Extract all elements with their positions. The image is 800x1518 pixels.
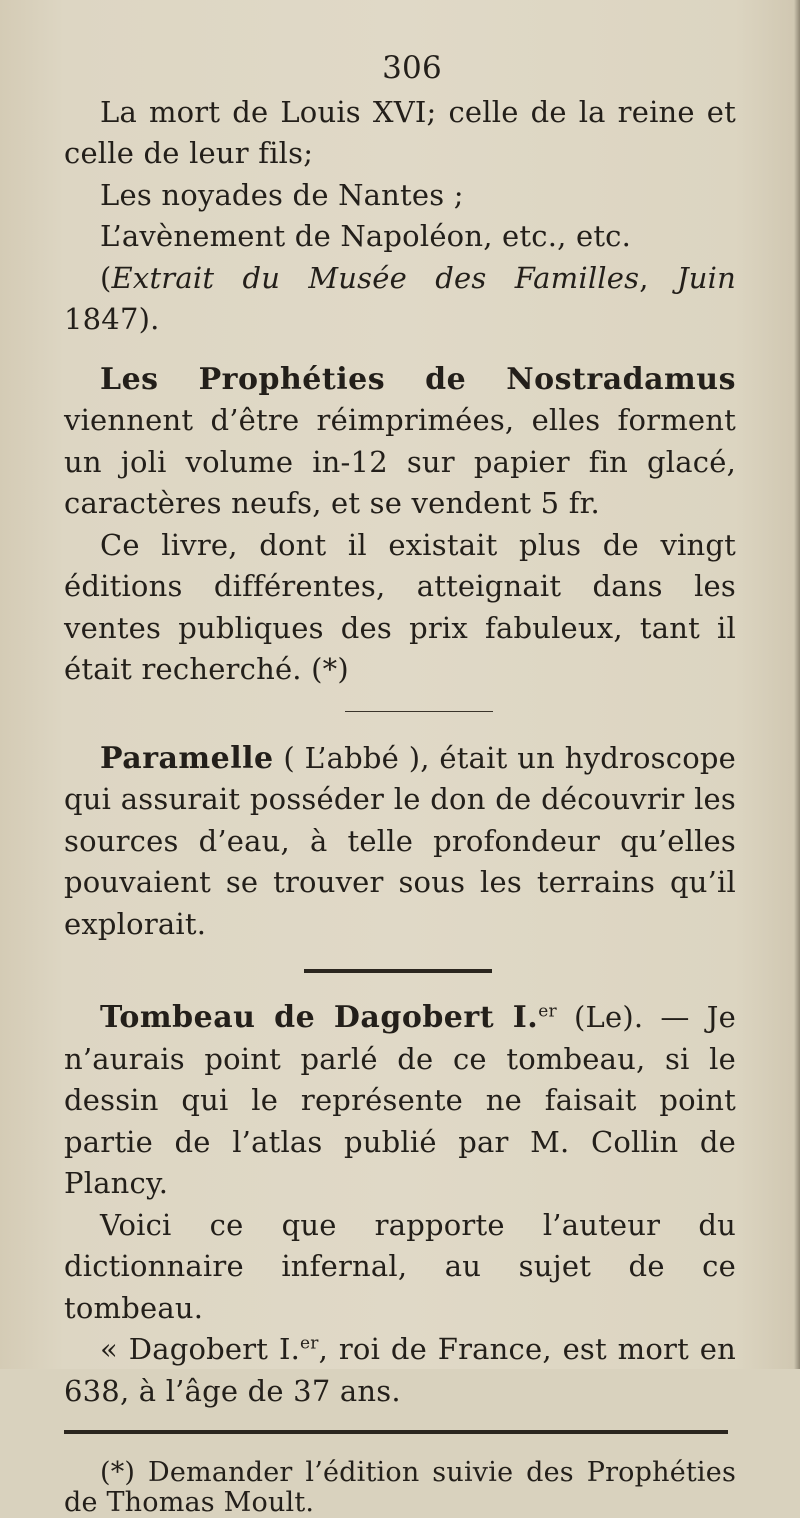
entry-nostradamus [64, 359, 736, 525]
paragraph-book-editions: Ce livre, dont il existait plus de vingt éditions différentes, atteignait dans les ventes publiques des prix fabuleux, tant il était recherché. (*) [64, 527, 736, 686]
entry-heading-dagobert: Tombeau de Dagobert I. [100, 1000, 539, 1035]
heading-superscript: er [538, 1001, 557, 1022]
list-line-death: La mort de Louis XVI; celle de la reine et celle de leur fils; [64, 94, 736, 170]
entry-text-nostradamus: viennent d’être réimprimées, elles forment un joli volume in-12 sur papier fin glacé, caractères neufs, et se vendent 5 fr. [64, 403, 736, 520]
spacer [64, 341, 736, 359]
footnote: (*) Demander l’édition suivie des Prophéties de Thomas Moult. [64, 1457, 736, 1518]
page-content [64, 48, 736, 1518]
separator-rule-thick [304, 969, 492, 973]
entry-heading-nostradamus: Les Prophéties de Nostradamus [100, 361, 736, 397]
entry-text-dagobert: (Le). — Je n’aurais point parlé de ce tombeau, si le dessin qui le représente ne faisait point partie de l’atlas publié par M. Collin de Plancy. [64, 1000, 736, 1200]
citation-year: 1847). [64, 302, 160, 336]
citation-title: Extrait du Musée des Familles [111, 260, 640, 295]
separator-rule [345, 711, 493, 712]
entry-text-paramelle: ( L’abbé ), était un hydroscope qui assurait posséder le don de découvrir les sources d’eau, à telle profondeur qu’elles pouvaient se trouver sous les terrains qu’il explorait. [64, 740, 736, 941]
citation-open: ( [100, 260, 112, 295]
citation-month: Juin [676, 260, 736, 295]
footnote-rule [64, 1430, 728, 1434]
paragraph-dictionary: Voici ce que rapporte l’auteur du dictionnaire infernal, au sujet de ce tombeau. [64, 1207, 736, 1325]
source-citation [64, 258, 736, 341]
entry-dagobert [64, 997, 736, 1205]
list-line-napoleon: L’avènement de Napoléon, etc., etc. [100, 219, 632, 253]
paragraph-quote [64, 1329, 736, 1412]
quote-start: « Dagobert I. [100, 1332, 301, 1366]
page-number: 306 [382, 50, 442, 86]
entry-paramelle [64, 738, 736, 946]
citation-sep: , [639, 260, 677, 295]
page-edge [794, 0, 800, 1369]
quote-superscript: er [300, 1333, 319, 1354]
quote-rest: , roi de France, est mort en 638, à l’âge de 37 ans. [64, 1332, 736, 1408]
list-line-noyades: Les noyades de Nantes ; [100, 177, 464, 212]
entry-heading-paramelle: Paramelle [100, 740, 274, 776]
